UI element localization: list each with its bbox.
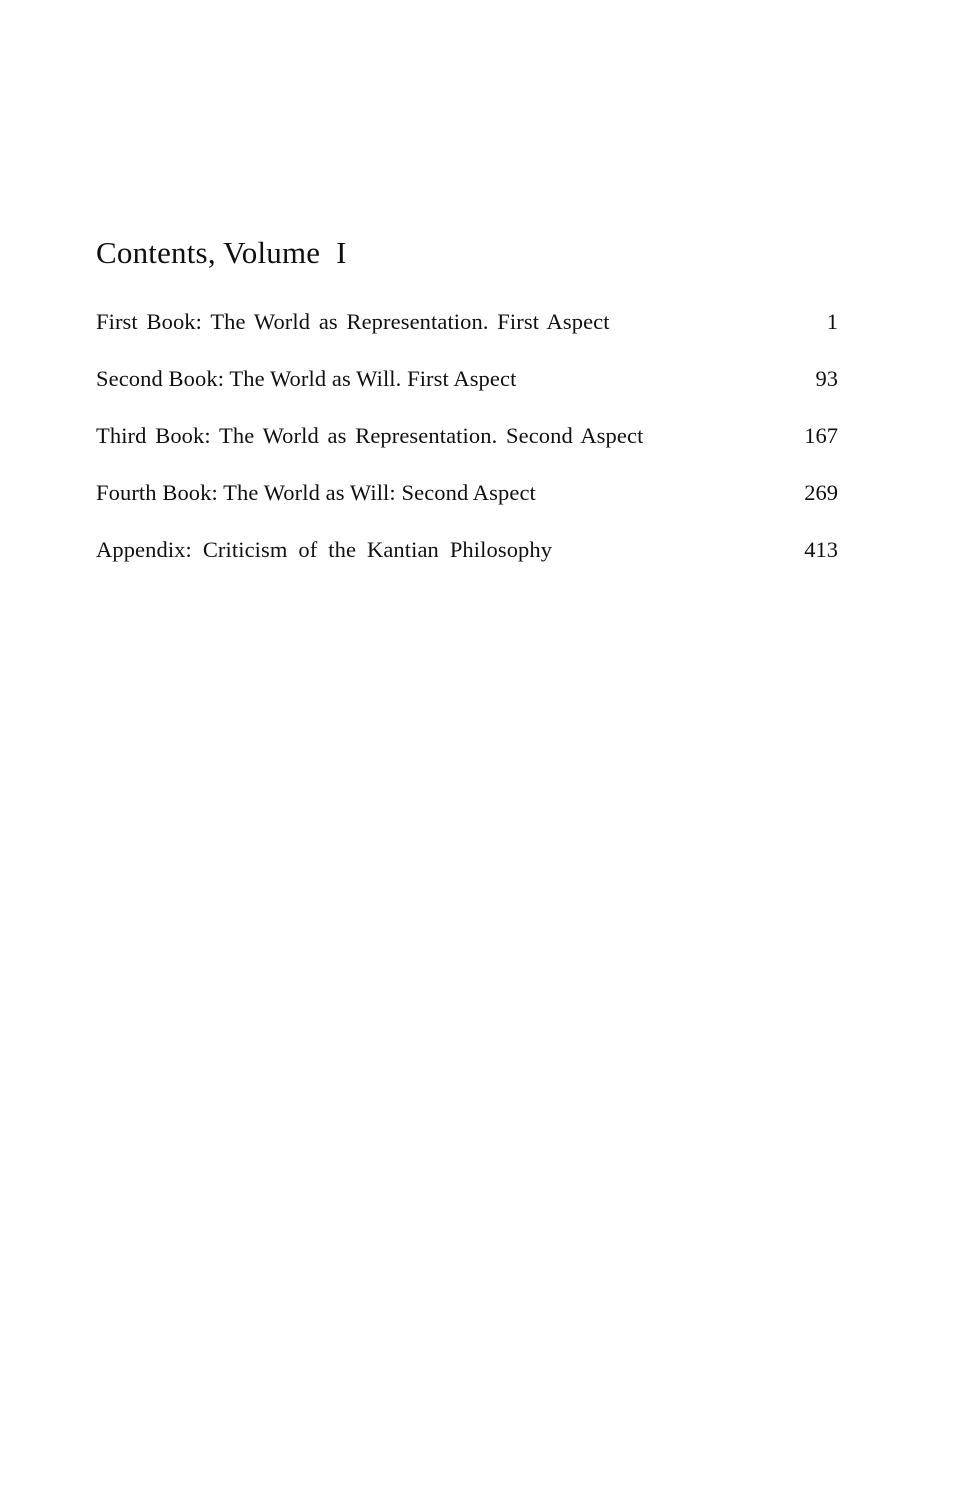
- page-title: Contents, Volume I: [96, 234, 347, 270]
- toc-entry-title: First Book: The World as Representation. First Aspect: [96, 309, 610, 334]
- toc-entry-appendix[interactable]: [96, 535, 838, 592]
- toc-entry-first-book[interactable]: [96, 307, 838, 364]
- toc-entry-title: Third Book: The World as Representation. Second Aspect: [96, 423, 644, 448]
- toc-entry-fourth-book[interactable]: [96, 478, 838, 535]
- toc-entry-page-number: 1: [826, 309, 838, 334]
- toc-entry-third-book[interactable]: [96, 421, 838, 478]
- toc-entry-page-number: 269: [804, 480, 838, 505]
- toc-entry-title: Fourth Book: The World as Will: Second Aspect: [96, 480, 536, 505]
- toc-entry-title: Second Book: The World as Will. First Aspect: [96, 366, 517, 391]
- toc-entry-page-number: 93: [815, 366, 838, 391]
- table-of-contents-list: [96, 307, 838, 592]
- toc-entry-title: Appendix: Criticism of the Kantian Philosophy: [96, 537, 553, 562]
- toc-entry-second-book[interactable]: [96, 364, 838, 421]
- toc-entry-page-number: 413: [804, 537, 838, 562]
- toc-entry-page-number: 167: [804, 423, 838, 448]
